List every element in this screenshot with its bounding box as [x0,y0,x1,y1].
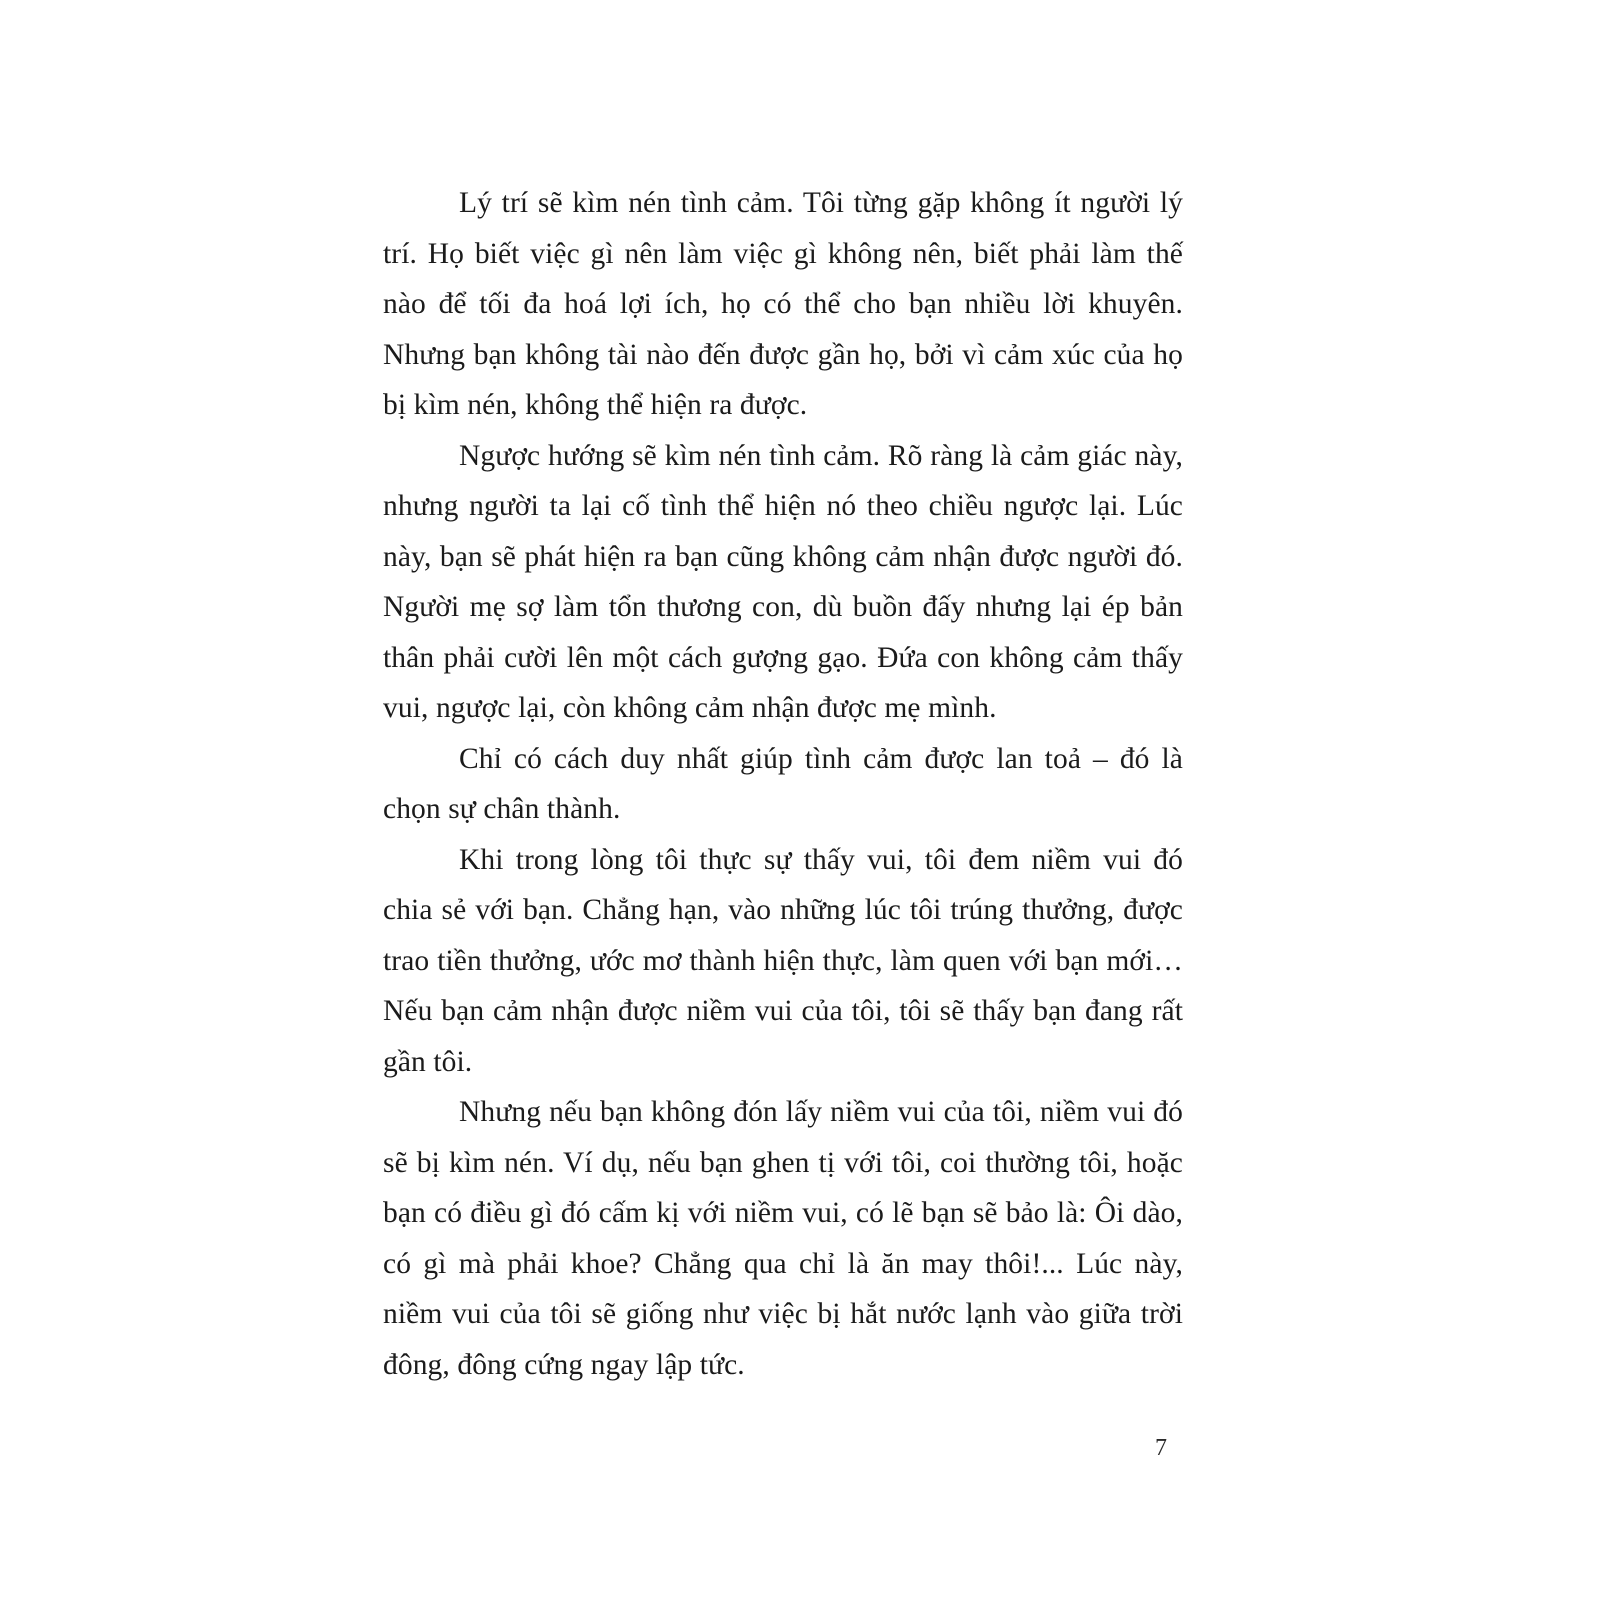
paragraph: Nhưng nếu bạn không đón lấy niềm vui của tôi, niềm vui đó sẽ bị kìm nén. Ví dụ, nếu bạn ghen tị với tôi, coi thường tôi, hoặc bạn có điều gì đó cấm kị với niềm vui, có lẽ bạn sẽ bảo là: Ôi dào, có gì mà phải khoe? Chẳng qua chỉ là ăn may thôi!... Lúc này, niềm vui của tôi sẽ giống như việc bị hắt nước lạnh vào giữa trời đông, đông cứng ngay lập tức. [383,1096,1183,1381]
paragraph: Lý trí sẽ kìm nén tình cảm. Tôi từng gặp không ít người lý trí. Họ biết việc gì nên làm việc gì không nên, biết phải làm thế nào để tối đa hoá lợi ích, họ có thể cho bạn nhiều lời khuyên. Nhưng bạn không tài nào đến được gần họ, bởi vì cảm xúc của họ bị kìm nén, không thể hiện ra được. [383,187,1183,421]
page-number: 7 [1155,1435,1167,1461]
paragraph: Chỉ có cách duy nhất giúp tình cảm được lan toả – đó là chọn sự chân thành. [383,742,1183,825]
paragraph: Ngược hướng sẽ kìm nén tình cảm. Rõ ràng là cảm giác này, nhưng người ta lại cố tình thể hiện nó theo chiều ngược lại. Lúc này, bạn sẽ phát hiện ra bạn cũng không cảm nhận được người đó. Người mẹ sợ làm tổn thương con, dù buồn đấy nhưng lại ép bản thân phải cười lên một cách gượng gạo. Đứa con không cảm thấy vui, ngược lại, còn không cảm nhận được mẹ mình. [383,439,1183,724]
paragraph: Khi trong lòng tôi thực sự thấy vui, tôi đem niềm vui đó chia sẻ với bạn. Chẳng hạn, vào những lúc tôi trúng thưởng, được trao tiền thưởng, ước mơ thành hiện thực, làm quen với bạn mới… Nếu bạn cảm nhận được niềm vui của tôi, tôi sẽ thấy bạn đang rất gần tôi. [383,843,1183,1078]
body-text-column [383,178,1183,1390]
